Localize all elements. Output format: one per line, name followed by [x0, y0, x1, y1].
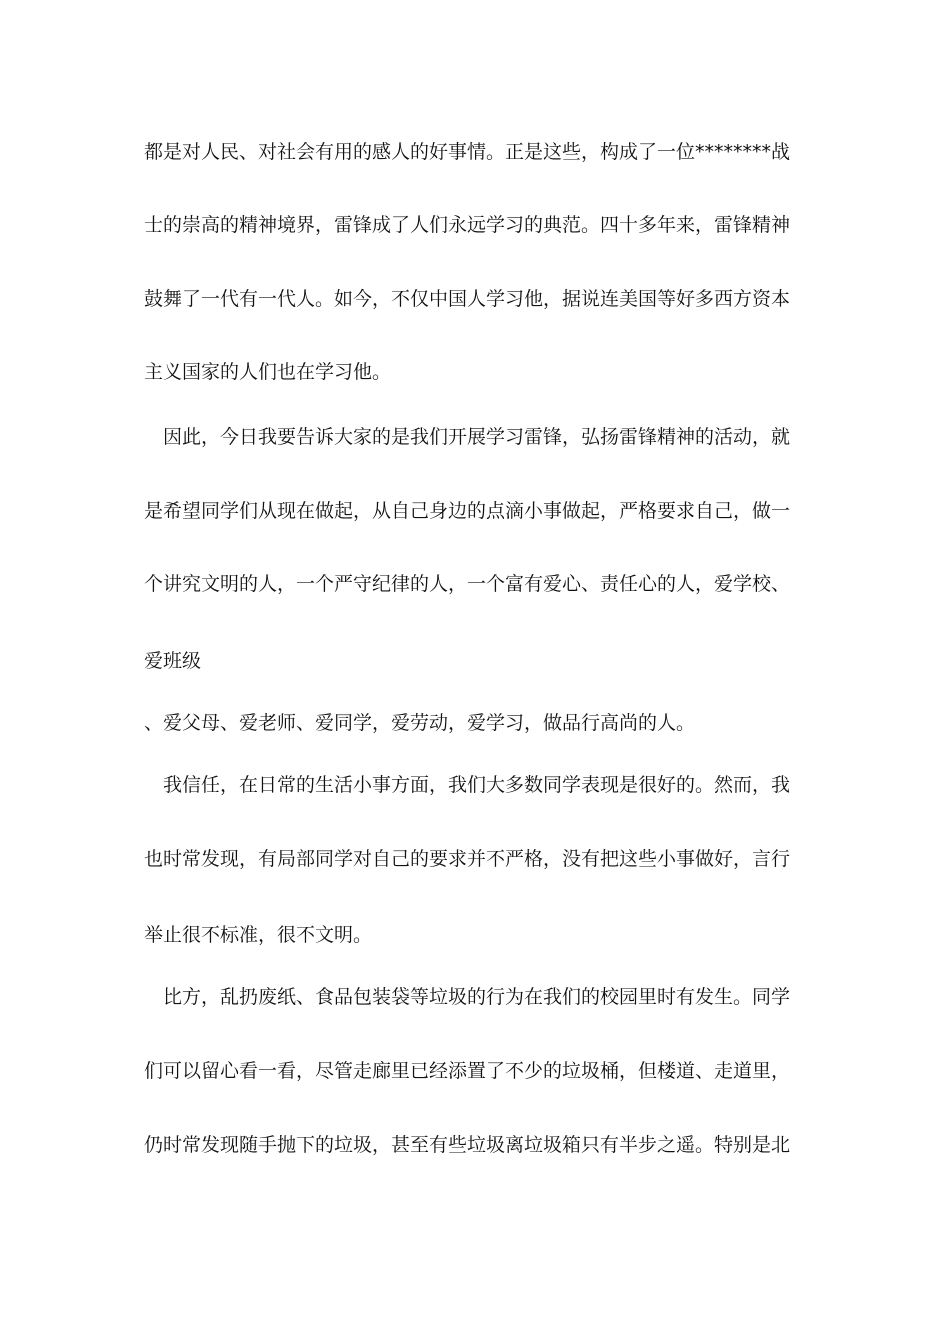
text-line: 鼓舞了一代有一代人。如今，不仅中国人学习他，据说连美国等好多西方资本	[144, 288, 791, 310]
text-line: 主义国家的人们也在学习他。	[144, 361, 392, 383]
text-line: 士的崇高的精神境界，雷锋成了人们永远学习的典范。四十多年来，雷锋精神	[144, 214, 791, 236]
text-line: 是希望同学们从现在做起，从自己身边的点滴小事做起，严格要求自己，做一	[144, 500, 791, 522]
text-line: 也时常发现，有局部同学对自己的要求并不严格，没有把这些小事做好，言行	[144, 848, 791, 870]
text-line: 因此，今日我要告诉大家的是我们开展学习雷锋，弘扬雷锋精神的活动，就	[144, 426, 791, 448]
text-line: 举止很不标准，很不文明。	[144, 924, 373, 946]
text-line: 仍时常发现随手抛下的垃圾，甚至有些垃圾离垃圾箱只有半步之遥。特别是北	[144, 1134, 791, 1156]
text-line: 个讲究文明的人，一个严守纪律的人，一个富有爱心、责任心的人，爱学校、	[144, 573, 791, 595]
text-line: 们可以留心看一看，尽管走廊里已经添置了不少的垃圾桶，但楼道、走道里，	[144, 1060, 791, 1082]
text-line: 我信任，在日常的生活小事方面，我们大多数同学表现是很好的。然而，我	[144, 774, 791, 796]
text-line: 比方，乱扔废纸、食品包装袋等垃圾的行为在我们的校园里时有发生。同学	[144, 986, 791, 1008]
text-line: 都是对人民、对社会有用的感人的好事情。正是这些，构成了一位********战	[144, 141, 791, 163]
text-line: 、爱父母、爱老师、爱同学，爱劳动，爱学习，做品行高尚的人。	[144, 712, 696, 734]
text-line: 爱班级	[144, 650, 202, 672]
